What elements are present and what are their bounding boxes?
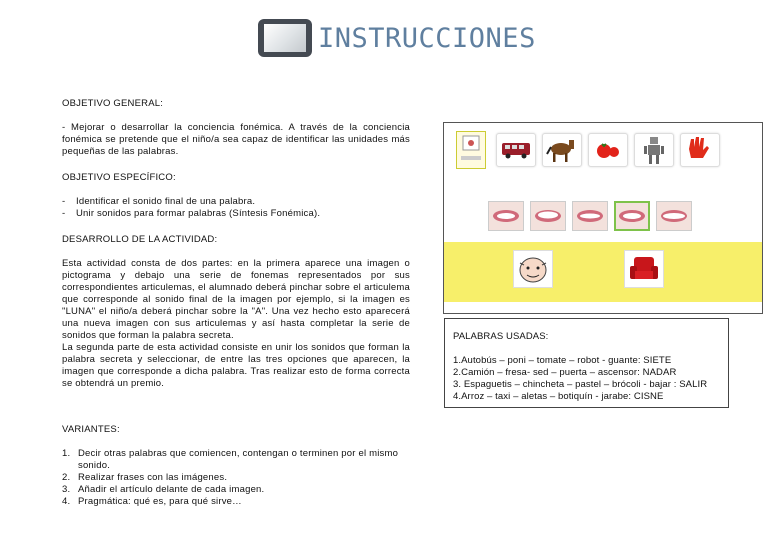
tablet-icon — [258, 19, 312, 57]
instructions-text — [62, 98, 410, 522]
objetivo-general-title: OBJETIVO GENERAL: — [62, 98, 164, 109]
variantes-list — [62, 448, 410, 508]
tomato-icon[interactable] — [588, 133, 628, 167]
list-item: 4. Pragmática: qué es, para qué sirve… — [62, 496, 242, 507]
robot-icon[interactable] — [634, 133, 674, 167]
articulema-row — [488, 201, 692, 231]
palabras-line: 2.Camión – fresa- sed – puerta – ascensor: NADAR — [453, 367, 677, 378]
desarrollo-paragraph-2: La segunda parte de esta actividad consiste en unir los sonidos que forman la palabra secreta y seleccionar, de entre las tres opciones que aparecen, la imagen que corresponde a dicha palabra. Tras realizar esto de forma correcta se obtendrá un premio. — [62, 342, 410, 389]
page-header — [258, 17, 536, 59]
list-item: 1. Decir otras palabras que comiencen, contengan o terminen por el mismo sonido. — [62, 448, 399, 471]
desarrollo-title: DESARROLLO DE LA ACTIVIDAD: — [62, 234, 218, 245]
objetivo-general-text: - Mejorar o desarrollar la conciencia fonémica. A través de la conciencia fonémica se pretende que el niño/a sea capaz de identificar las unidades más pequeñas de las palabras. — [62, 122, 410, 157]
objetivo-especifico-list — [62, 196, 410, 220]
objetivo-especifico-title: OBJETIVO ESPECÍFICO: — [62, 172, 176, 183]
page-title: INSTRUCCIONES — [318, 22, 536, 54]
variantes-title: VARIANTES: — [62, 424, 120, 435]
picture-row — [456, 131, 720, 169]
list-item: - Identificar el sonido final de una palabra. — [62, 196, 256, 207]
palabras-line: 1.Autobús – poni – tomate – robot - guante: SIETE — [453, 355, 672, 366]
list-item: - Unir sonidos para formar palabras (Síntesis Fonémica). — [62, 208, 321, 219]
desarrollo-paragraph-1: Esta actividad consta de dos partes: en la primera aparece una imagen o pictograma y debajo una serie de fonemas representados por sus correspondientes articulemas, el alumnado deberá pinchar sobre el articulema que corresponde al sonido final de la imagen por ejemplo, si la imagen es "LUNA" el niño/a deberá pinchar sobre la "A". Una vez hecho esto aparecerá una nueva imagen con sus articulemas y así hasta completar la serie de sonidos que forman la palabra secreta. — [62, 258, 410, 341]
list-item: 3. Añadir el artículo delante de cada imagen. — [62, 484, 265, 495]
glove-icon[interactable] — [680, 133, 720, 167]
palabras-line: 3. Espaguetis – chincheta – pastel – brócoli - bajar : SALIR — [453, 379, 708, 390]
articulema-button[interactable] — [530, 201, 566, 231]
activity-screenshot — [443, 122, 763, 314]
palabras-usadas-box — [444, 318, 729, 408]
list-item: 2. Realizar frases con las imágenes. — [62, 472, 228, 483]
pictogram-icon — [456, 131, 486, 169]
bus-icon[interactable] — [496, 133, 536, 167]
face-icon[interactable] — [513, 250, 553, 288]
articulema-button-selected[interactable] — [614, 201, 650, 231]
articulema-button[interactable] — [488, 201, 524, 231]
pony-icon[interactable] — [542, 133, 582, 167]
options-band — [444, 242, 762, 302]
palabras-line: 4.Arroz – taxi – aletas – botiquín - jarabe: CISNE — [453, 391, 664, 402]
articulema-button[interactable] — [656, 201, 692, 231]
palabras-title: PALABRAS USADAS: — [453, 331, 549, 342]
armchair-icon[interactable] — [624, 250, 664, 288]
articulema-button[interactable] — [572, 201, 608, 231]
